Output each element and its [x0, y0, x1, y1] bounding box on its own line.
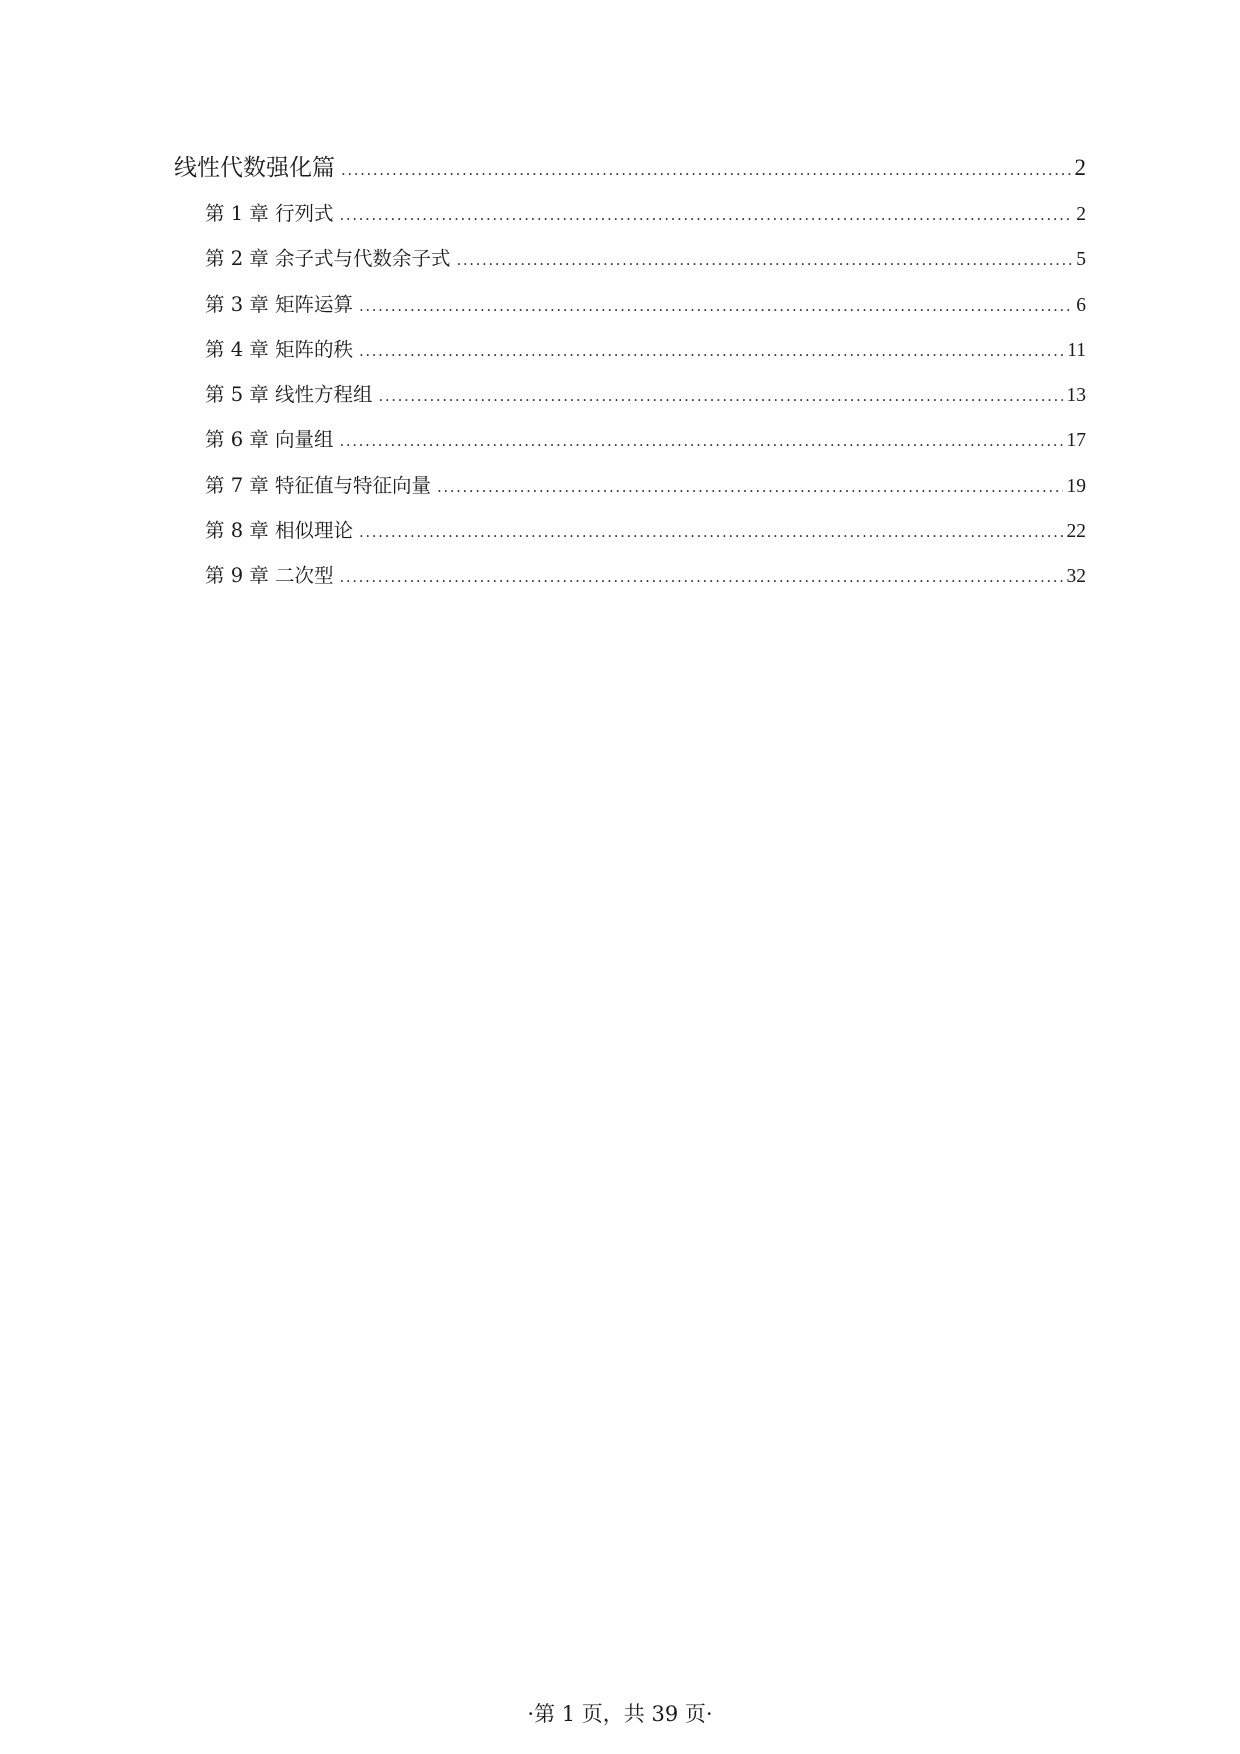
toc-entry-chapter-5[interactable] — [174, 372, 1086, 417]
toc-entry-chapter-7[interactable] — [174, 463, 1086, 508]
toc-entry-page: 13 — [1066, 385, 1086, 407]
toc-entry-page: 2 — [1076, 204, 1086, 225]
toc-dot-leader — [359, 284, 1072, 329]
toc-entry-chapter-2[interactable] — [174, 236, 1086, 281]
toc-entry-title: 第 6 章 向量组 — [205, 428, 334, 452]
toc-entry-page: 32 — [1066, 566, 1086, 588]
toc-entry-title: 线性代数强化篇 — [174, 155, 335, 181]
toc-dot-leader — [359, 510, 1062, 555]
toc-entry-page: 22 — [1066, 521, 1086, 543]
toc-dot-leader — [340, 555, 1063, 600]
toc-entry-chapter-1[interactable] — [174, 191, 1086, 236]
toc-dot-leader — [359, 329, 1063, 374]
toc-entry-chapter-8[interactable] — [174, 508, 1086, 553]
toc-entry-page: 5 — [1076, 249, 1086, 271]
toc-entry-title: 第 7 章 特征值与特征向量 — [205, 473, 432, 497]
toc-entry-page: 11 — [1067, 339, 1086, 361]
page-footer: ·第 1 页，共 39 页· — [527, 1702, 713, 1726]
toc-entry-title: 第 5 章 线性方程组 — [205, 383, 373, 407]
toc-dot-leader — [340, 419, 1063, 464]
toc-entry-title: 第 9 章 二次型 — [205, 564, 334, 588]
toc-entry-title: 第 8 章 相似理论 — [205, 519, 354, 543]
toc-entry-page: 19 — [1066, 475, 1086, 497]
toc-entry-chapter-6[interactable] — [174, 417, 1086, 462]
table-of-contents — [174, 145, 1086, 599]
toc-dot-leader — [340, 193, 1073, 238]
toc-entry-title: 第 4 章 矩阵的秩 — [205, 337, 354, 361]
toc-entry-page: 17 — [1066, 430, 1086, 452]
toc-entry-title: 第 2 章 余子式与代数余子式 — [205, 247, 451, 271]
toc-entry-chapter-3[interactable] — [174, 282, 1086, 327]
toc-dot-leader — [341, 147, 1071, 193]
toc-entry-chapter-9[interactable] — [174, 553, 1086, 598]
toc-dot-leader — [437, 465, 1062, 510]
toc-entry-title: 第 1 章 行列式 — [205, 202, 334, 225]
toc-entry-chapter-4[interactable] — [174, 327, 1086, 372]
toc-entry-page: 6 — [1076, 294, 1086, 316]
toc-entry-main[interactable] — [174, 145, 1086, 191]
toc-entry-title: 第 3 章 矩阵运算 — [205, 292, 354, 316]
toc-dot-leader — [379, 374, 1063, 419]
toc-entry-page: 2 — [1074, 155, 1086, 180]
toc-dot-leader — [457, 238, 1073, 283]
